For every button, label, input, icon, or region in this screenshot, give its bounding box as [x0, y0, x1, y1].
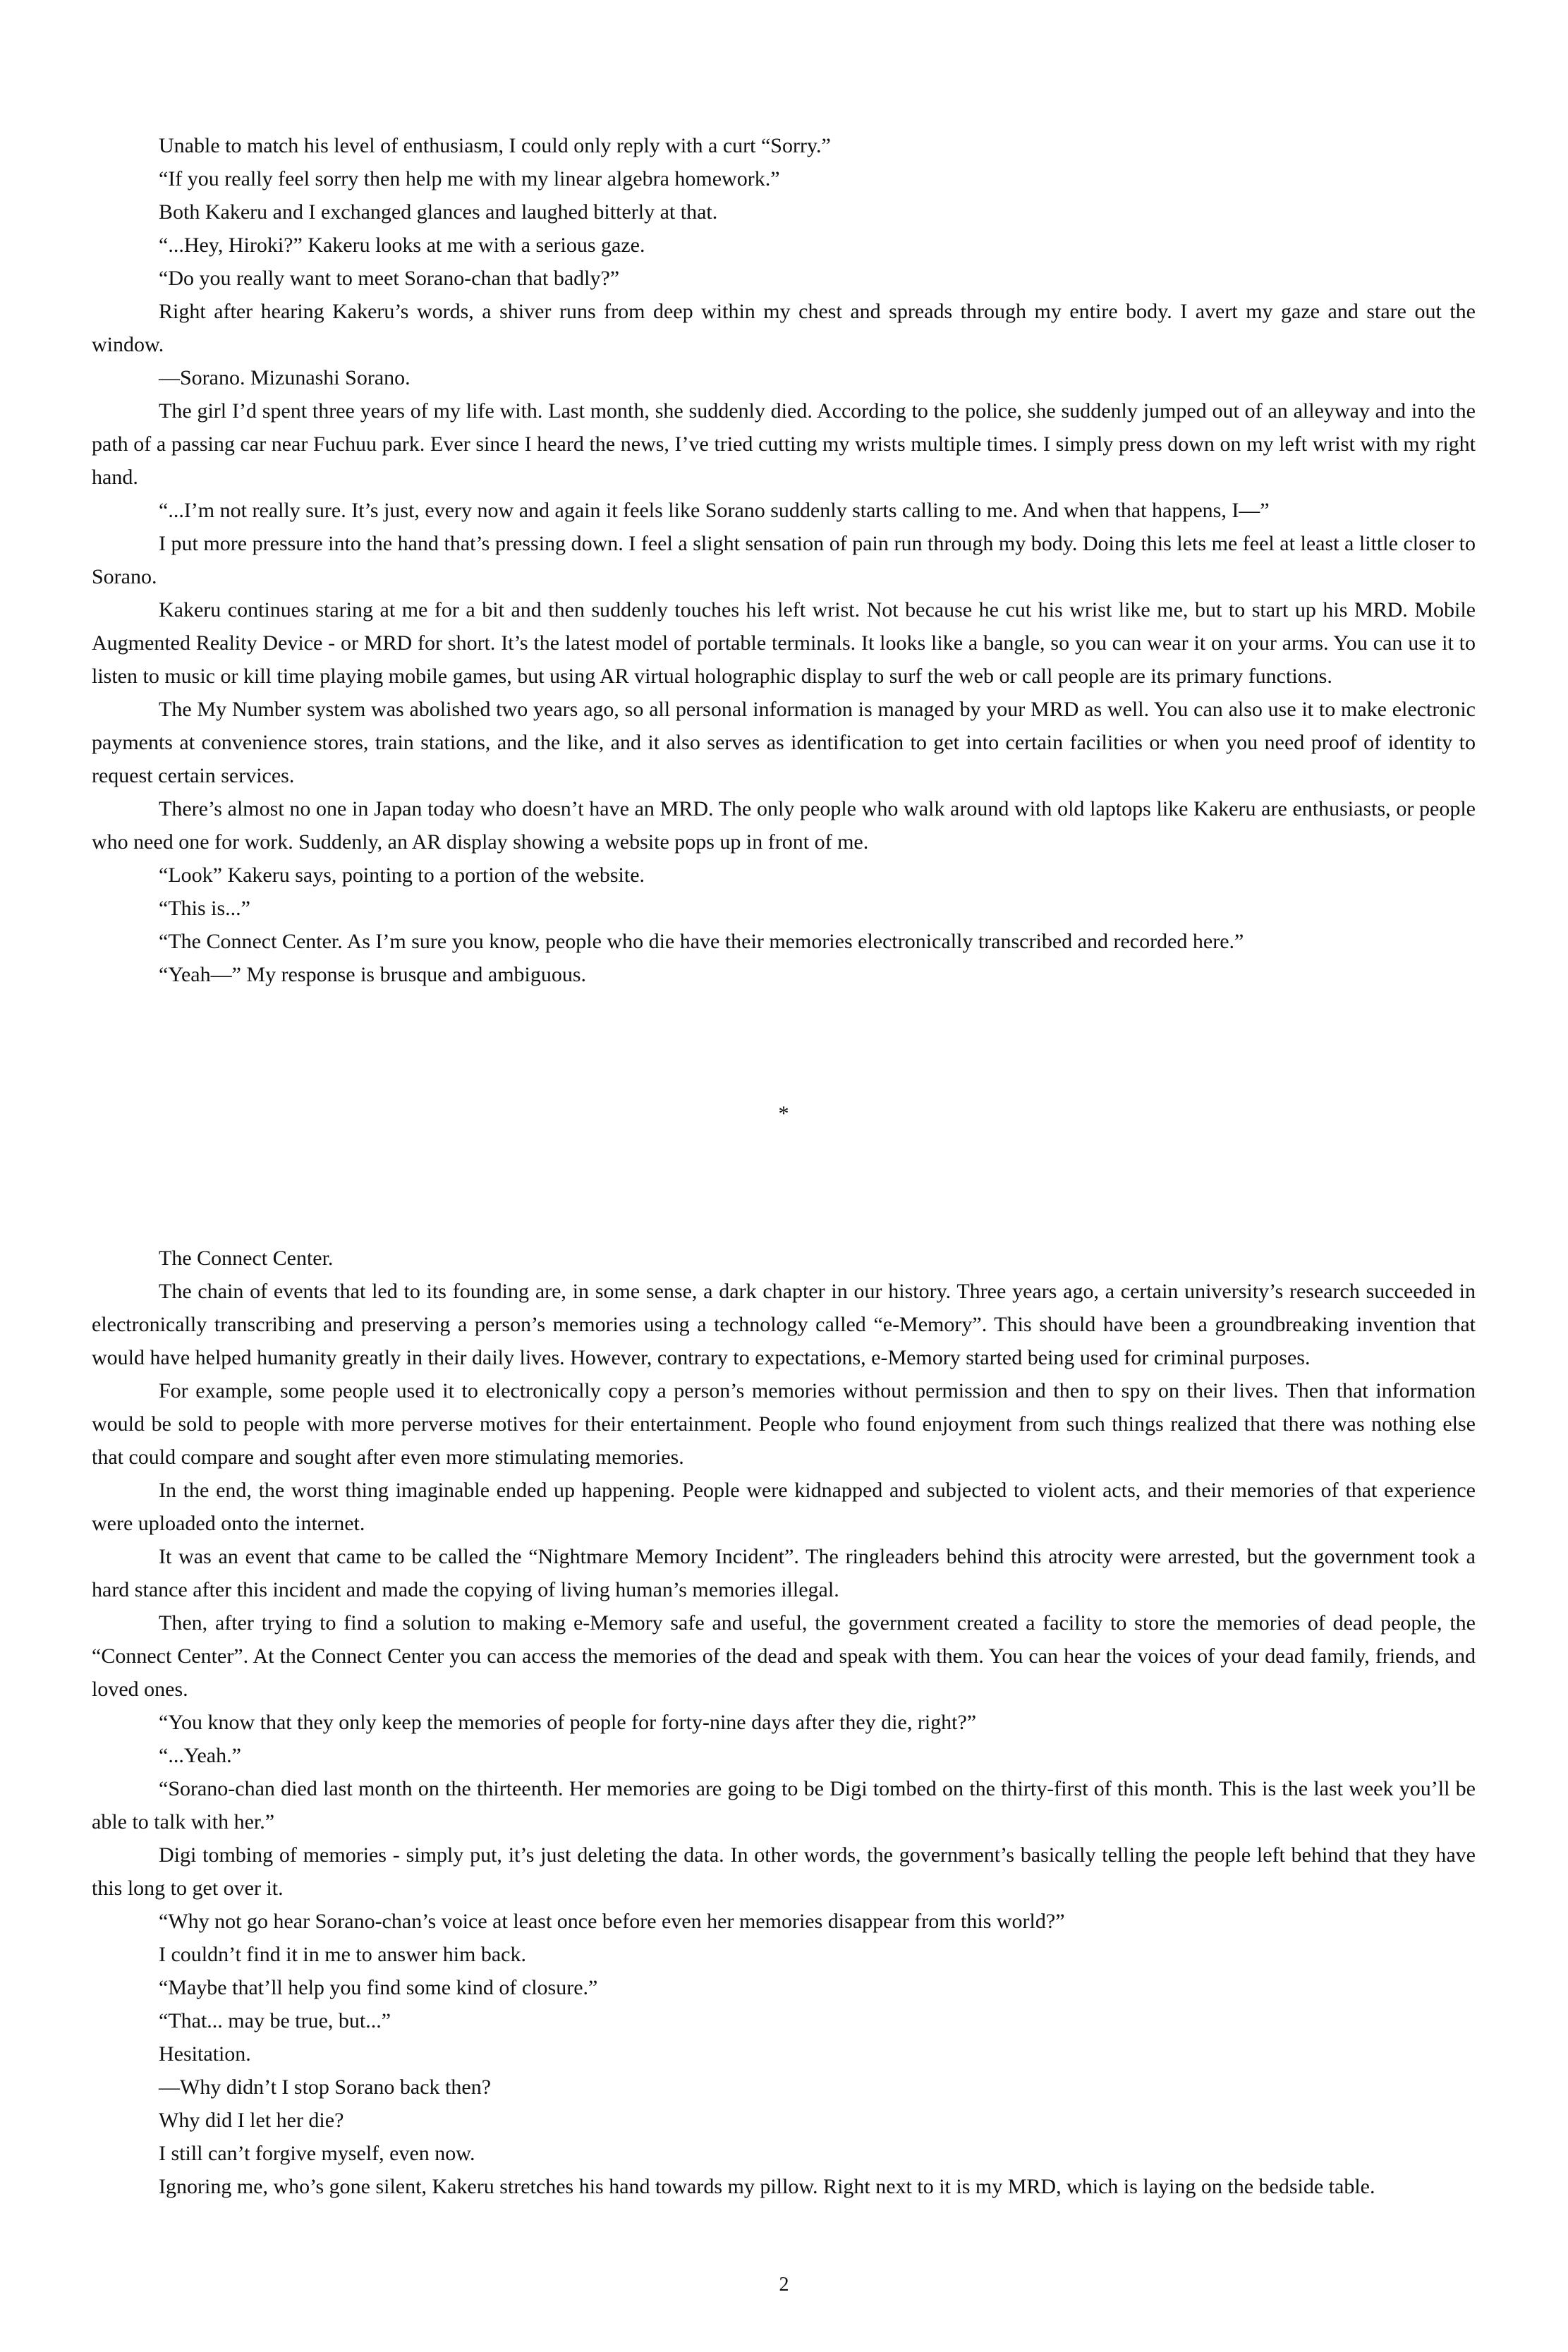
paragraph: The Connect Center.	[159, 1247, 334, 1270]
paragraph: “That... may be true, but...”	[159, 2009, 391, 2032]
paragraph: —Why didn’t I stop Sorano back then?	[159, 2075, 492, 2099]
paragraph: Why did I let her die?	[159, 2109, 344, 2132]
page-number: 2	[779, 2274, 789, 2296]
paragraph: Hesitation.	[159, 2042, 251, 2066]
paragraph: “Sorano-chan died last month on the thirteenth. Her memories are going to be Digi tombed on the thirty-first of this month. This is the last week you’ll be able to talk with her.”	[92, 1777, 1476, 1833]
paragraph: Both Kakeru and I exchanged glances and laughed bitterly at that.	[159, 200, 718, 224]
paragraph: “Maybe that’ll help you find some kind of closure.”	[159, 1976, 598, 1999]
paragraph: Then, after trying to find a solution to making e-Memory safe and useful, the government created a facility to store the memories of dead people, the “Connect Center”. At the Connect Center you can access the memories of the dead and speak with them. You can hear the voices of your dead family, friends, and loved ones.	[92, 1611, 1476, 1701]
paragraph: “The Connect Center. As I’m sure you know, people who die have their memories electronically transcribed and recorded here.”	[159, 930, 1244, 953]
paragraph: The girl I’d spent three years of my life with. Last month, she suddenly died. According to the police, she suddenly jumped out of an alleyway and into the path of a passing car near Fuchuu park. Ever since I heard the news, I’ve tried cutting my wrists multiple times. I simply press down on my left wrist with my right hand.	[92, 399, 1476, 489]
paragraph: Unable to match his level of enthusiasm, I could only reply with a curt “Sorry.”	[159, 134, 831, 157]
paragraph: I couldn’t find it in me to answer him back.	[159, 1943, 527, 1966]
section-two	[92, 1242, 1476, 2203]
paragraph: There’s almost no one in Japan today who doesn’t have an MRD. The only people who walk around with old laptops like Kakeru are enthusiasts, or people who need one for work. Suddenly, an AR display showing a website pops up in front of me.	[92, 797, 1476, 854]
paragraph: I still can’t forgive myself, even now.	[159, 2142, 475, 2165]
paragraph: Ignoring me, who’s gone silent, Kakeru stretches his hand towards my pillow. Right next to it is my MRD, which is laying on the bedside table.	[159, 2175, 1375, 2198]
paragraph: “...Yeah.”	[159, 1744, 241, 1767]
paragraph: I put more pressure into the hand that’s pressing down. I feel a slight sensation of pain run through my body. Doing this lets me feel at least a little closer to Sorano.	[92, 532, 1476, 588]
paragraph: “You know that they only keep the memories of people for forty-nine days after they die, right?”	[159, 1711, 977, 1734]
paragraph: The chain of events that led to its founding are, in some sense, a dark chapter in our history. Three years ago, a certain university’s research succeeded in electronically transcribing and preserving a person’s memories using a technology called “e-Memory”. This should have been a groundbreaking invention that would have helped humanity greatly in their daily lives. However, contrary to expectations, e-Memory started being used for criminal purposes.	[92, 1280, 1476, 1369]
paragraph: The My Number system was abolished two years ago, so all personal information is managed by your MRD as well. You can also use it to make electronic payments at convenience stores, train stations, and the like, and it also serves as identification to get into certain facilities or when you need proof of identity to request certain services.	[92, 698, 1476, 787]
section-divider-asterisk: *	[778, 1102, 789, 1125]
paragraph: Kakeru continues staring at me for a bit and then suddenly touches his left wrist. Not because he cut his wrist like me, but to start up his MRD. Mobile Augmented Reality Device - or MRD for short. It’s the latest model of portable terminals. It looks like a bangle, so you can wear it on your arms. You can use it to listen to music or kill time playing mobile games, but using AR virtual holographic display to surf the web or call people are its primary functions.	[92, 598, 1476, 688]
paragraph: It was an event that came to be called the “Nightmare Memory Incident”. The ringleaders behind this atrocity were arrested, but the government took a hard stance after this incident and made the copying of living human’s memories illegal.	[92, 1545, 1476, 1601]
paragraph: “Do you really want to meet Sorano-chan that badly?”	[159, 267, 620, 290]
paragraph: “Yeah—” My response is brusque and ambiguous.	[159, 963, 587, 986]
paragraph: “This is...”	[159, 897, 250, 920]
paragraph: “If you really feel sorry then help me with my linear algebra homework.”	[159, 167, 780, 190]
paragraph: “Why not go hear Sorano-chan’s voice at least once before even her memories disappear from this world?”	[159, 1910, 1065, 1933]
paragraph: “...I’m not really sure. It’s just, every now and again it feels like Sorano suddenly starts calling to me. And when that happens, I—”	[159, 499, 1270, 522]
paragraph: —Sorano. Mizunashi Sorano.	[159, 366, 411, 389]
paragraph: Right after hearing Kakeru’s words, a shiver runs from deep within my chest and spreads through my entire body. I avert my gaze and stare out the window.	[92, 300, 1476, 356]
paragraph: In the end, the worst thing imaginable ended up happening. People were kidnapped and subjected to violent acts, and their memories of that experience were uploaded onto the internet.	[92, 1479, 1476, 1535]
page-body	[92, 129, 1476, 2203]
paragraph: Digi tombing of memories - simply put, it’s just deleting the data. In other words, the government’s basically telling the people left behind that they have this long to get over it.	[92, 1843, 1476, 1900]
paragraph: “Look” Kakeru says, pointing to a portion of the website.	[159, 863, 645, 887]
paragraph: “...Hey, Hiroki?” Kakeru looks at me with a serious gaze.	[159, 234, 645, 257]
section-one	[92, 129, 1476, 991]
paragraph: For example, some people used it to electronically copy a person’s memories without permission and then to spy on their lives. Then that information would be sold to people with more perverse motives for their entertainment. People who found enjoyment from such things realized that there was nothing else that could compare and sought after even more stimulating memories.	[92, 1379, 1476, 1469]
